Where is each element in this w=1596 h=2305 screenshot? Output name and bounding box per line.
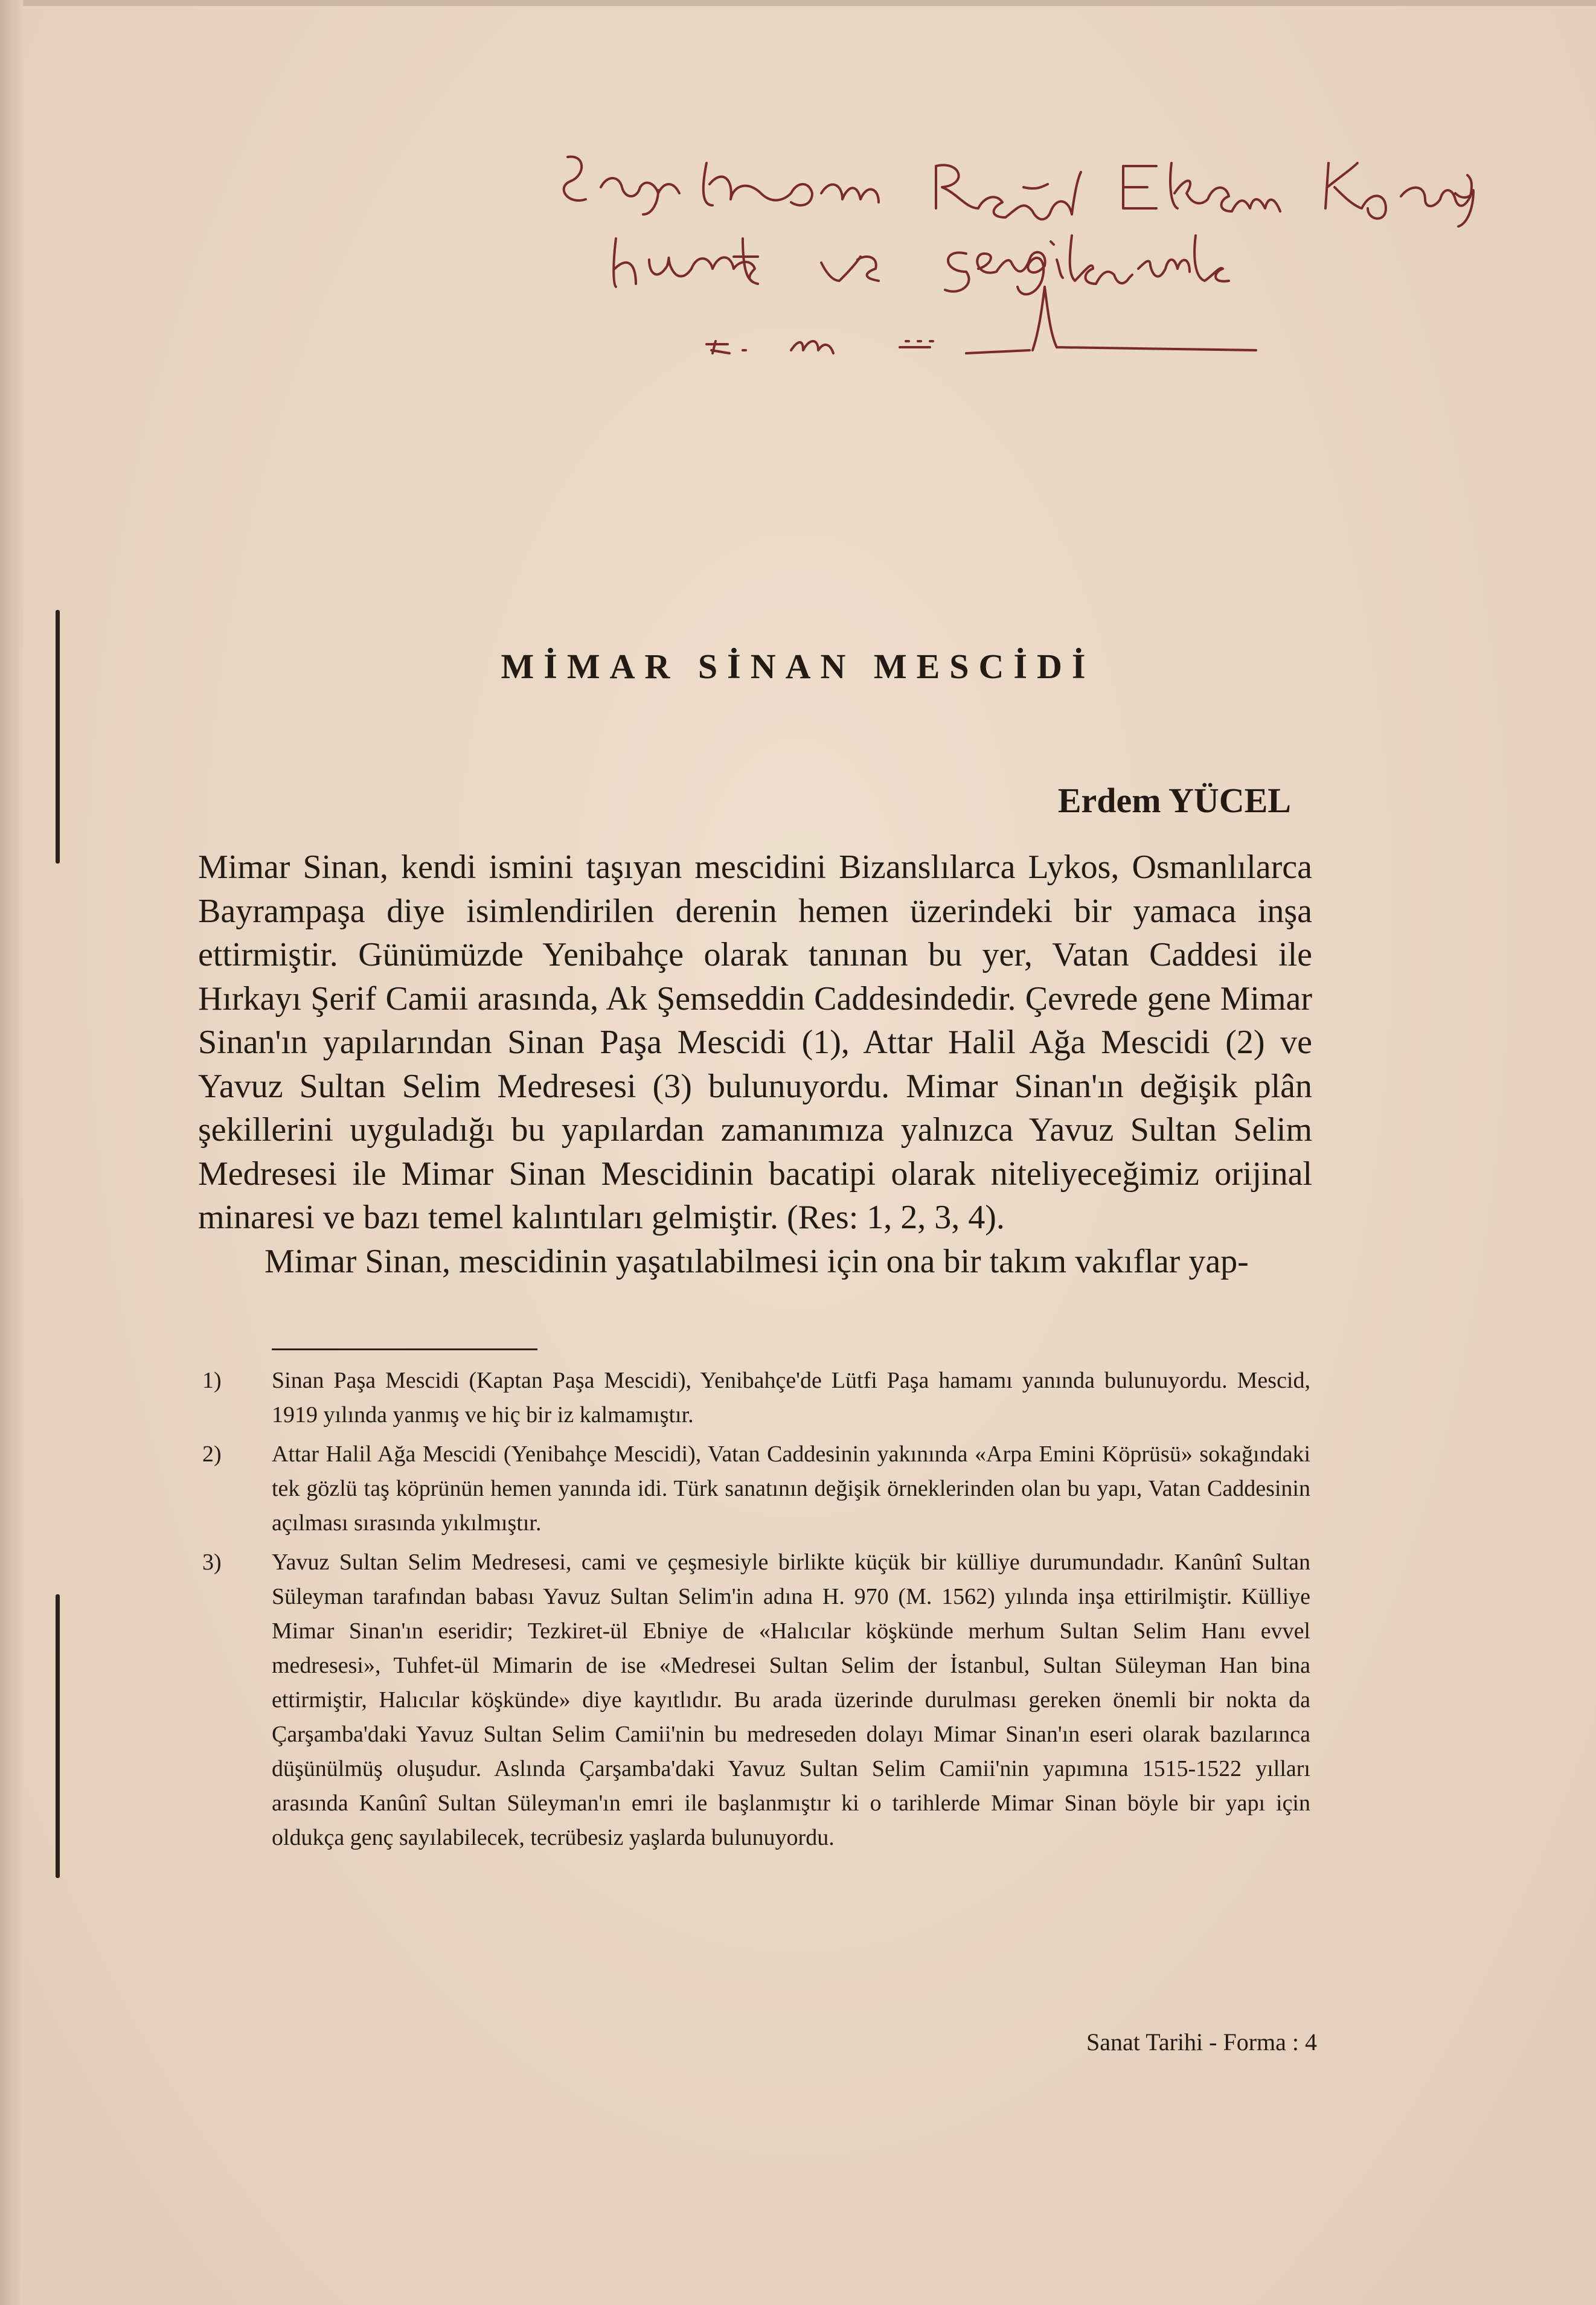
footnote-text: Attar Halil Ağa Mescidi (Yenibahçe Mescidi), Vatan Caddesinin yakınında «Arpa Emini Köprüsü» sokağındaki tek gözlü taş köprünün hemen yanında idi. Türk sanatının değişik örneklerinden olan bu yapı, Vatan Caddesinin açılması sırasında yıkılmıştır. — [272, 1441, 1310, 1536]
paragraph-1: Mimar Sinan, kendi ismini taşıyan mescidini Bizanslılarca Lykos, Osmanlılarca Bayrampaşa diye isimlendirilen derenin hemen üzerindeki bir yamaca inşa ettirmiştir. Günümüzde Yenibahçe olarak tanınan bu yer, Vatan Caddesi ile Hırkayı Şerif Camii arasında, Ak Şemseddin Caddesindedir. Çevrede gene Mimar Sinan'ın yapılarından Sinan Paşa Mescidi (1), Attar Halil Ağa Mescidi (2) ve Yavuz Sultan Selim Medresesi (3) bulunuyordu. Mimar Sinan'ın değişik plân şekillerini uyguladığı bu yapılardan zamanımıza yalnızca Yavuz Sultan Selim Medresesi ile Mimar Sinan Mescidinin bacatipi olarak niteliyeceğimiz orijinal minaresi ve bazı temel kalıntıları gelmiştir. (Res: 1, 2, 3, 4). — [198, 848, 1312, 1236]
footnote-number: 3) — [202, 1550, 222, 1575]
footnote-3 — [202, 1545, 1310, 1855]
footnote-2 — [202, 1437, 1310, 1540]
page-footer: Sanat Tarihi - Forma : 4 — [1086, 2028, 1317, 2056]
staple-lower — [56, 1594, 60, 1878]
page-top-edge — [0, 0, 1596, 6]
footnotes — [202, 1364, 1310, 1860]
footnote-1 — [202, 1364, 1310, 1432]
handwritten-dedication — [543, 139, 1485, 417]
dedication-handwriting-drawing — [543, 139, 1485, 417]
article-author: Erdem YÜCEL — [1057, 781, 1291, 820]
article-body — [198, 845, 1312, 1283]
footnote-number: 1) — [202, 1368, 222, 1393]
footnote-number: 2) — [202, 1441, 222, 1467]
footnote-text: Sinan Paşa Mescidi (Kaptan Paşa Mescidi), Yenibahçe'de Lütfi Paşa hamamı yanında bulunuyordu. Mescid, 1919 yılında yanmış ve hiç bir iz kalmamıştır. — [272, 1368, 1310, 1428]
footnote-text: Yavuz Sultan Selim Medresesi, cami ve çeşmesiyle birlikte küçük bir külliye durumundadır. Kanûnî Sultan Süleyman tarafından babası Yavuz Sultan Selim'in adına H. 970 (M. 1562) yılında inşa ettirilmiştir. Külliye Mimar Sinan'ın eseridir; Tezkiret-ül Ebniye de «Halıcılar köşkünde merhum Sultan Selim Hanı evvel medresesi», Tuhfet-ül Mimarin de ise «Medresei Sultan Selim der İstanbul, Sultan Süleyman Han bina ettirmiştir, Halıcılar köşkünde» diye kayıtlıdır. Bu arada üzerinde durulması gereken önemli bir nokta da Çarşamba'daki Yavuz Sultan Selim Camii'nin bu medreseden dolayı Mimar Sinan'ın eseri olarak bazılarınca düşünülmüş oluşudur. Aslında Çarşamba'daki Yavuz Sultan Selim Camii'nin yapımına 1515-1522 yılları arasında Kanûnî Sultan Süleyman'ın emri ile başlanmıştır ki o tarihlerde Mimar Sinan böyle bir yapı için oldukça genç sayılabilecek, tecrübesiz yaşlarda bulunuyordu. — [272, 1550, 1310, 1850]
page-left-edge — [0, 0, 23, 2305]
footnote-separator — [272, 1348, 537, 1350]
paragraph-2: Mimar Sinan, mescidinin yaşatılabilmesi için ona bir takım vakıflar yap- — [264, 1242, 1249, 1280]
article-title: MİMAR SİNAN MESCİDİ — [501, 647, 1095, 686]
